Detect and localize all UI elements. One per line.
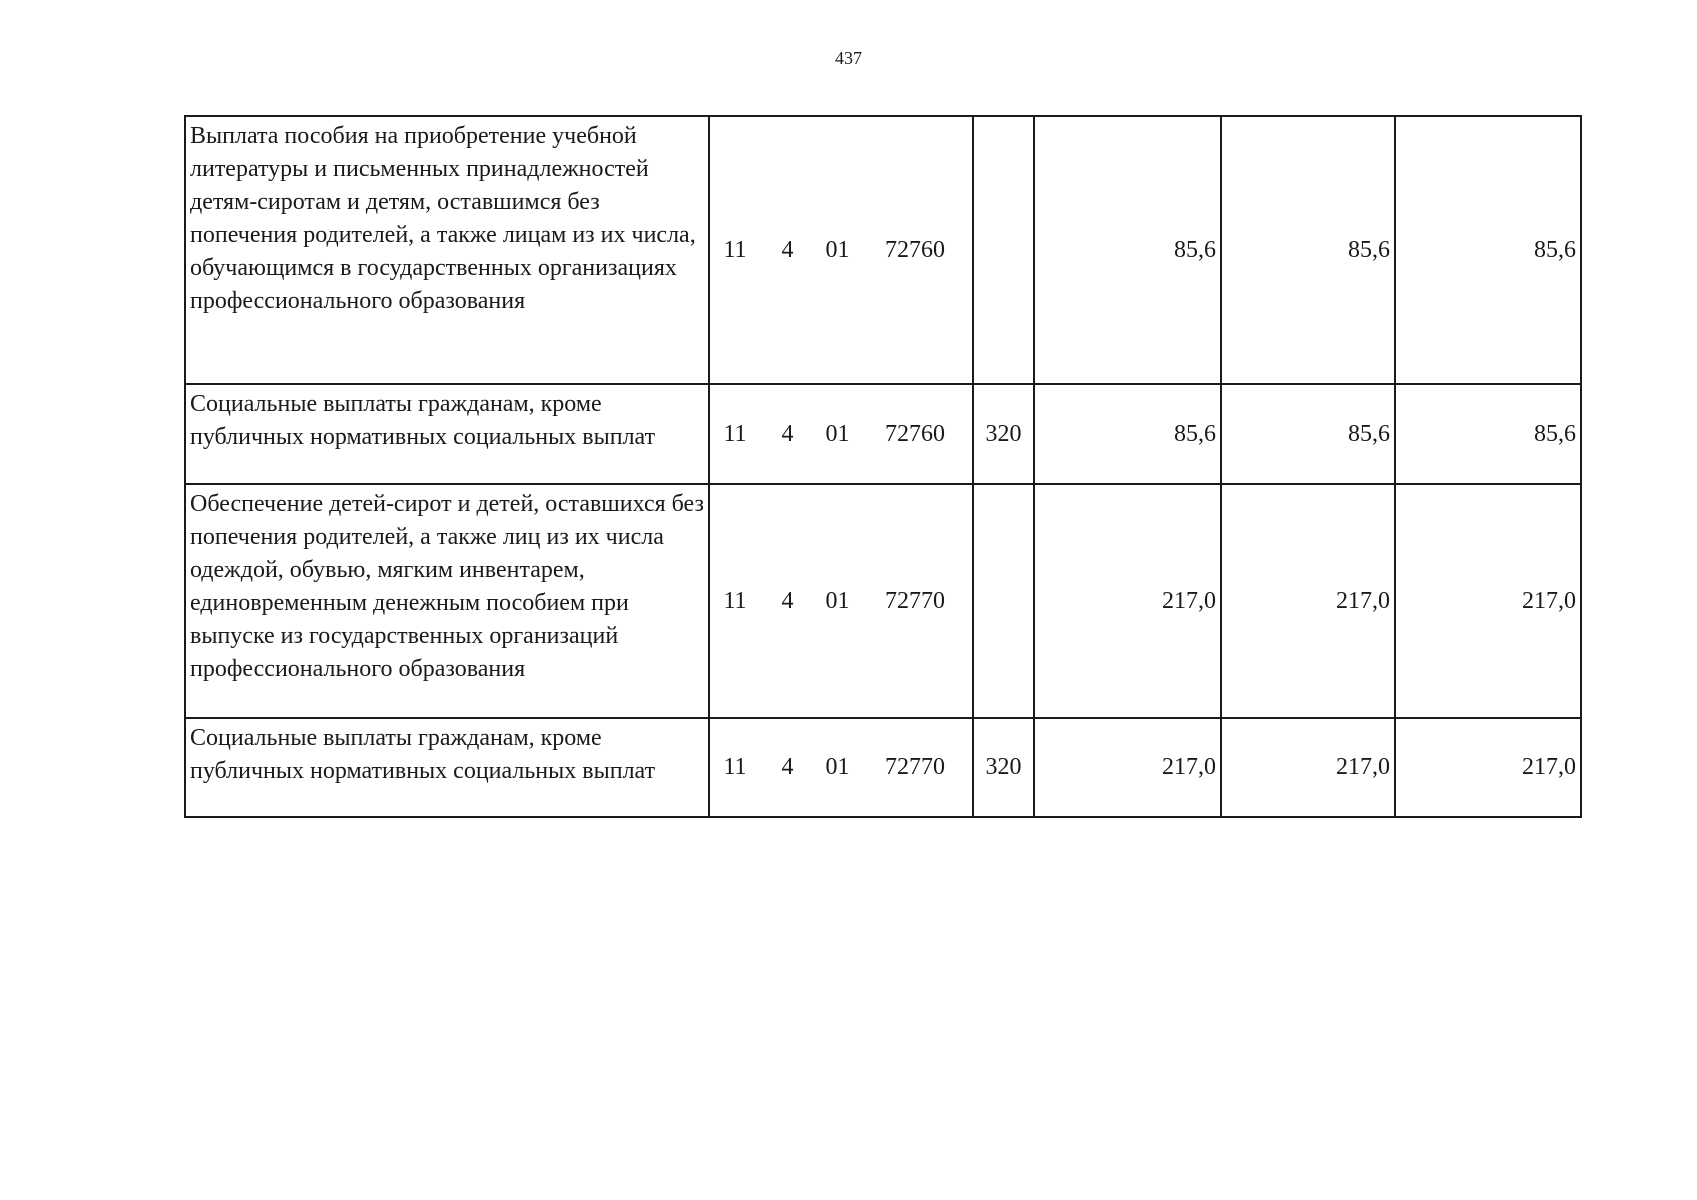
- subprogram-code: 01: [825, 587, 850, 614]
- amount-year-3: 85,6: [1395, 116, 1581, 384]
- direction-code: 72770: [885, 587, 945, 614]
- amount-year-3: 217,0: [1395, 718, 1581, 817]
- expense-type-code: [973, 484, 1034, 718]
- page-number: 437: [835, 48, 862, 68]
- subprogram-code: 01: [825, 754, 850, 780]
- amount-year-1: 217,0: [1034, 718, 1221, 817]
- expense-type-code: 320: [973, 384, 1034, 484]
- expense-name: Социальные выплаты гражданам, кроме публичных нормативных социальных выплат: [185, 384, 709, 484]
- amount-year-2: 217,0: [1221, 484, 1395, 718]
- subprogram-code: 01: [825, 420, 850, 447]
- amount-year-2: 85,6: [1221, 116, 1395, 384]
- expense-type-code: [973, 116, 1034, 384]
- table-row: [185, 384, 1581, 484]
- direction-code: 72770: [885, 754, 945, 780]
- amount-year-1: 85,6: [1034, 116, 1221, 384]
- program-code: 4: [781, 754, 794, 780]
- razdel-code: 11: [723, 754, 747, 780]
- table-row: [185, 718, 1581, 817]
- amount-year-2: 85,6: [1221, 384, 1395, 484]
- expense-type-code: 320: [973, 718, 1034, 817]
- budget-table: [184, 115, 1582, 818]
- program-code: 4: [781, 420, 794, 447]
- amount-year-2: 217,0: [1221, 718, 1395, 817]
- amount-year-1: 85,6: [1034, 384, 1221, 484]
- program-code: 4: [781, 587, 794, 614]
- amount-year-3: 85,6: [1395, 384, 1581, 484]
- amount-year-1: 217,0: [1034, 484, 1221, 718]
- classification-codes: [709, 116, 973, 384]
- table-row: [185, 484, 1581, 718]
- expense-name: Выплата пособия на приобретение учебной литературы и письменных принадлежностей детям-сиротам и детям, оставшимся без попечения родителей, а также лицам из их числа, обучающимся в государственных организациях профессионального образования: [185, 116, 709, 384]
- program-code: 4: [781, 236, 794, 263]
- expense-name: Обеспечение детей-сирот и детей, оставшихся без попечения родителей, а также лиц из их числа одеждой, обувью, мягким инвентарем, единовременным денежным пособием при выпуске из государственных организаций профессионального образования: [185, 484, 709, 718]
- subprogram-code: 01: [825, 236, 850, 263]
- direction-code: 72760: [885, 236, 945, 263]
- expense-name: Социальные выплаты гражданам, кроме публичных нормативных социальных выплат: [185, 718, 709, 817]
- amount-year-3: 217,0: [1395, 484, 1581, 718]
- razdel-code: 11: [723, 236, 747, 263]
- classification-codes: [709, 384, 973, 484]
- direction-code: 72760: [885, 420, 945, 447]
- table-row: [185, 116, 1581, 384]
- classification-codes: [709, 718, 973, 817]
- razdel-code: 11: [723, 587, 747, 614]
- razdel-code: 11: [723, 420, 747, 447]
- classification-codes: [709, 484, 973, 718]
